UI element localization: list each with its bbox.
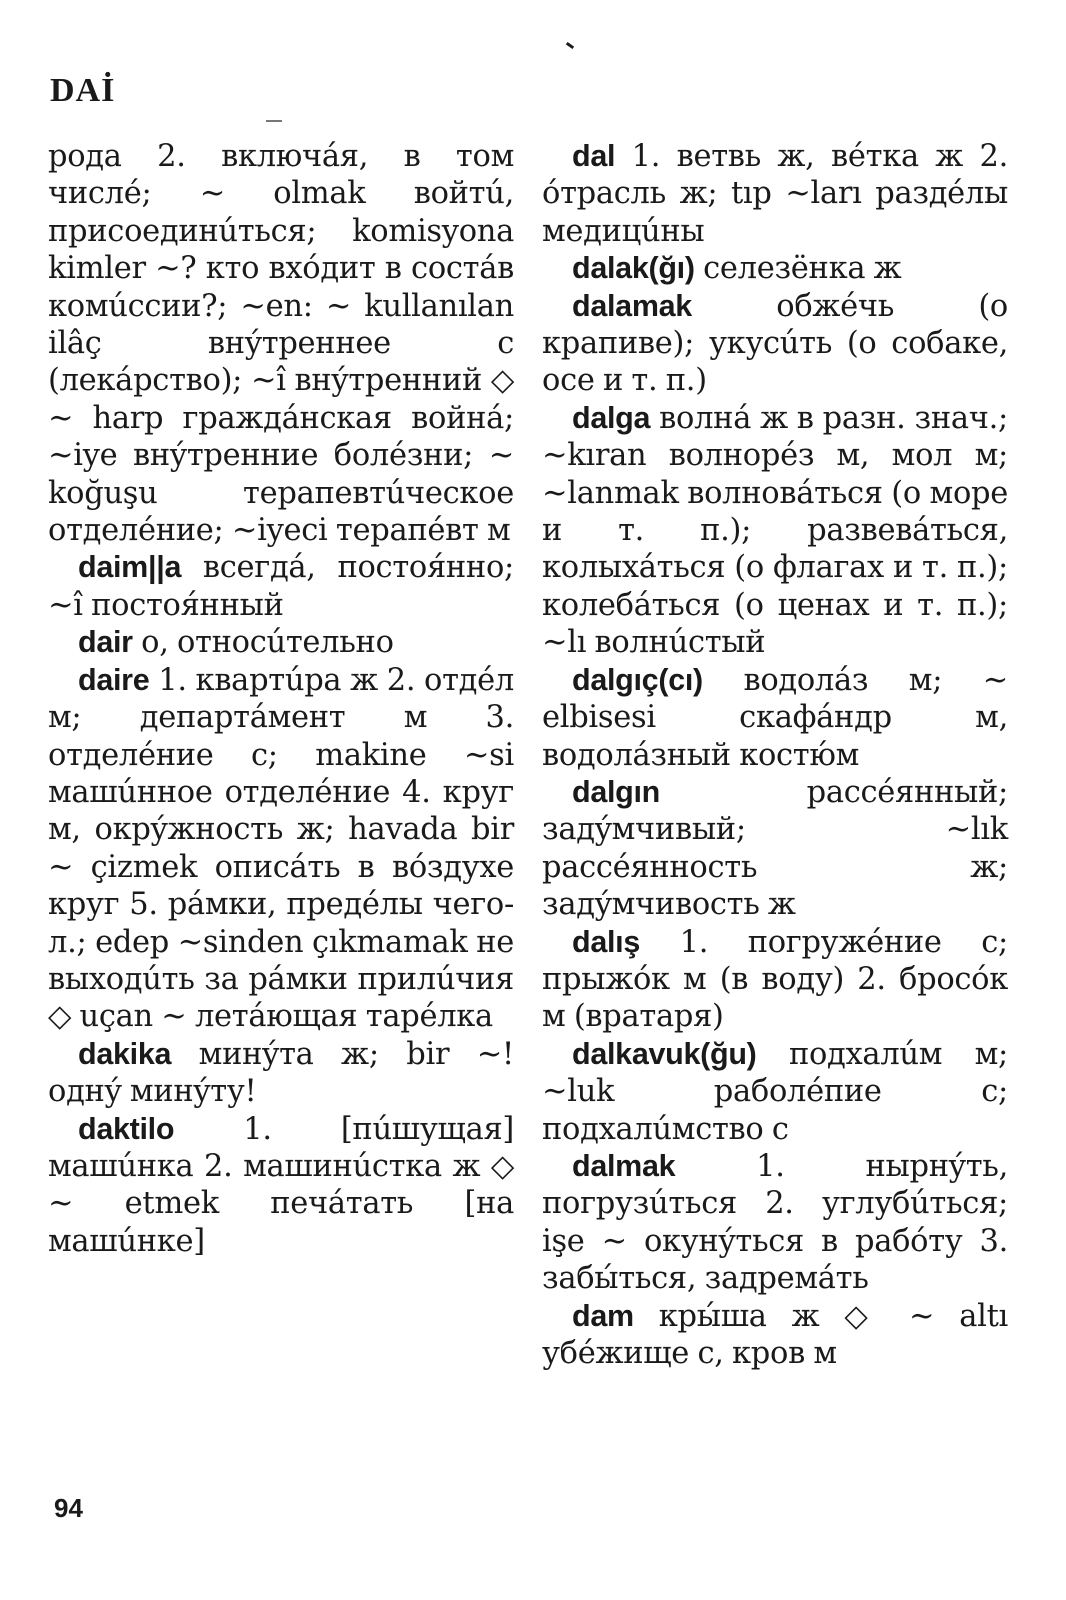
dictionary-entry xyxy=(48,549,514,624)
entry-headword: daktilo xyxy=(78,1111,175,1146)
entry-headword: daim||a xyxy=(78,550,182,585)
left-column xyxy=(48,138,514,1260)
entry-definition: подхалúм м; ~luk раболéпие с; подхалúмство с xyxy=(542,1036,1008,1147)
dictionary-entry xyxy=(542,924,1008,1036)
dictionary-entry xyxy=(542,1298,1008,1373)
page-number: 94 xyxy=(54,1493,83,1523)
dictionary-entry xyxy=(48,662,514,1036)
entry-definition: 1. квартúра ж 2. отдéл м; департáмент м 3. отделéние с; makine ~si машúнное отделéние 4. круг м, окрýжность ж; havada bir ~ çizmek описáть в вóздухе круг 5. рáмки, предéлы чего-л.; edep ~sinden çıkmamak не выходúть за рáмки прилúчия ◇ uçan ~ летáющая тарéлка xyxy=(48,662,514,1035)
dictionary-entry xyxy=(542,400,1008,662)
entry-headword: dalak(ğı) xyxy=(572,251,695,286)
entry-headword: dam xyxy=(572,1298,634,1333)
entry-headword: dal xyxy=(572,139,616,173)
entry-headword: dalkavuk(ğu) xyxy=(572,1036,757,1071)
entry-definition: о, относúтельно xyxy=(132,625,394,661)
entry-definition: 1. [пúшущая] машúнка 2. машинúстка ж ◇ ~ etmek печáтать [на машúнке] xyxy=(48,1111,514,1259)
entry-definition: кры́ша ж ◇ ~ altı убéжище с, кров м xyxy=(542,1298,1008,1371)
dictionary-entry xyxy=(48,1036,514,1111)
dictionary-entry xyxy=(542,288,1008,400)
dictionary-entry xyxy=(48,1111,514,1261)
entry-definition: минýта ж; bir ~! однý минýту! xyxy=(48,1036,514,1110)
entry-headword: dalış xyxy=(572,924,641,959)
right-column xyxy=(542,138,1008,1372)
entry-definition: обжéчь (о крапиве); укусúть (о собаке, осе и т. п.) xyxy=(542,288,1008,399)
entry-definition: рода 2. включáя, в том числé; ~ olmak войтú, присоединúться; komisyona kimler ~? кто вхóдит в состáв комúссии?; ~en: ~ kullanılan ilâç внýтреннее с (лекáрство); ~î внýтренний ◇ ~ harp граждáнская войнá; ~iye внýтренние болéзни; ~ koğuşu терапевтúческое отделéние; ~iyeci терапéвт м xyxy=(48,139,514,549)
entry-headword: dakika xyxy=(78,1036,172,1071)
dictionary-entry xyxy=(542,250,1008,287)
entry-headword: dalamak xyxy=(572,288,692,323)
entry-headword: dalmak xyxy=(572,1148,676,1183)
print-mark xyxy=(566,42,574,49)
entry-definition: рассéянный; задýмчивый; ~lık рассéянность ж; задýмчивость ж xyxy=(542,774,1008,923)
page-header: DAİ xyxy=(50,72,116,109)
entry-definition: 1. нырнýть, погрузúться 2. углубúться; işe ~ окунýться в рабóту 3. забы́ться, задремáть xyxy=(542,1148,1008,1297)
dictionary-entry xyxy=(542,774,1008,924)
entry-headword: dalgın xyxy=(572,774,661,809)
entry-headword: dair xyxy=(78,625,133,660)
entry-headword: dalgıç(cı) xyxy=(572,662,703,697)
entry-definition: водолáз м; ~ elbisesi скафáндр м, водолáзный костю́м xyxy=(542,662,1008,773)
dictionary-entry xyxy=(542,1148,1008,1298)
print-mark xyxy=(266,120,282,122)
dictionary-entry xyxy=(542,138,1008,250)
dictionary-entry xyxy=(48,138,514,549)
entry-definition: селезёнка ж xyxy=(694,251,902,287)
dictionary-entry xyxy=(542,1036,1008,1148)
entry-definition: 1. ветвь ж, вéтка ж 2. óтрасль ж; tıp ~ları раздéлы медицúны xyxy=(542,139,1008,249)
entry-definition: всегдá, постоя́нно; ~î постоя́нный xyxy=(48,550,514,623)
entry-headword: daire xyxy=(78,662,150,697)
dictionary-entry xyxy=(542,662,1008,774)
entry-definition: волнá ж в разн. знач.; ~kıran волнорéз м, мол м; ~lanmak волновáться (о море и т. п.); развевáться, колыхáться (о флагах и т. п.); колебáться (о ценах и т. п.); ~lı волнúстый xyxy=(542,400,1008,661)
dictionary-entry xyxy=(48,624,514,661)
entry-definition: 1. погружéние с; прыжóк м (в воду) 2. бросóк м (вратаря) xyxy=(542,924,1008,1035)
entry-headword: dalga xyxy=(572,400,651,435)
